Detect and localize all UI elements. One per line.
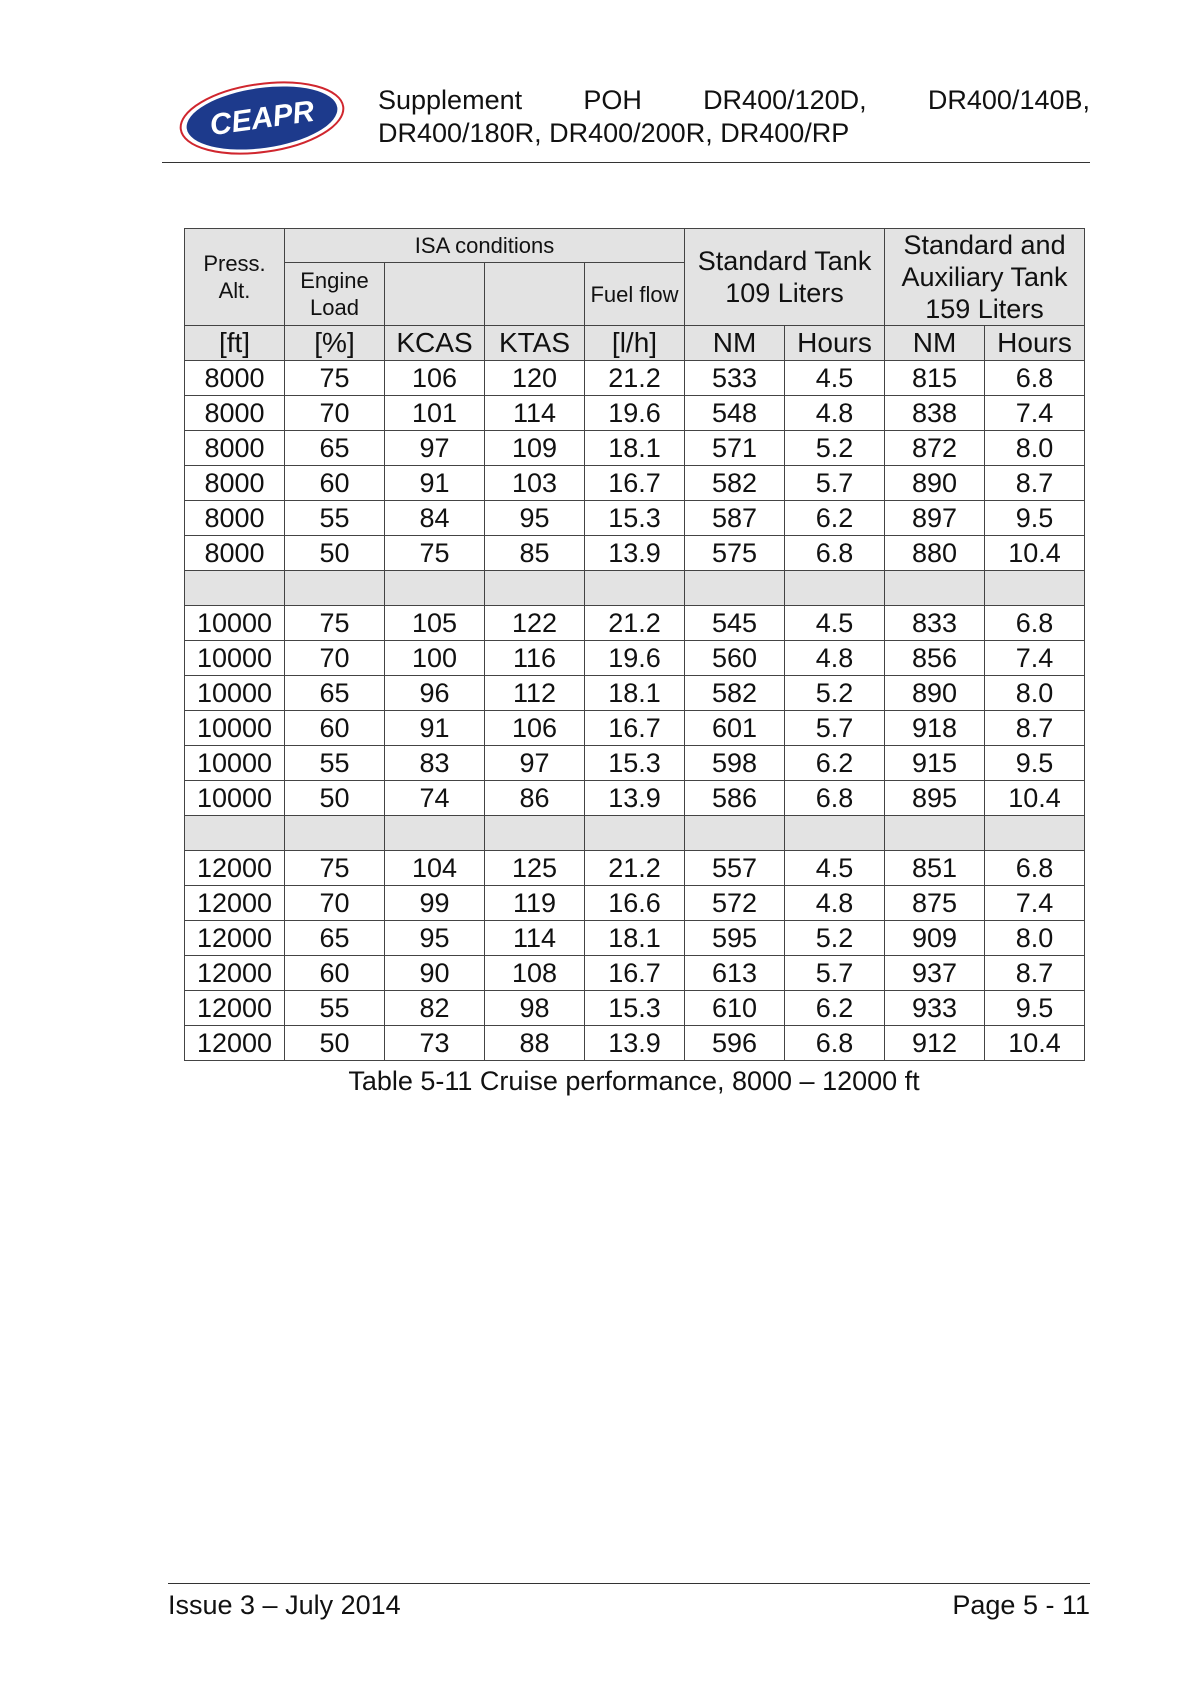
table-cell: 937 [885, 956, 985, 991]
unit-cell: KTAS [485, 326, 585, 361]
table-cell: 595 [685, 921, 785, 956]
table-cell: 16.7 [585, 956, 685, 991]
table-cell: 55 [285, 501, 385, 536]
table-cell: 104 [385, 851, 485, 886]
cruise-performance-table [184, 228, 1085, 1061]
logo-text: CEAPR [207, 94, 317, 143]
table-cell: 5.2 [785, 921, 885, 956]
table-caption: Table 5-11 Cruise performance, 8000 – 12000 ft [348, 1066, 920, 1096]
table-cell: 890 [885, 676, 985, 711]
table-cell: 6.8 [785, 536, 885, 571]
unit-cell: [ft] [185, 326, 285, 361]
table-cell: 75 [385, 536, 485, 571]
table-cell: 8.7 [985, 466, 1085, 501]
table-row [185, 746, 1085, 781]
empty-header-cell [385, 263, 485, 326]
table-cell: 6.2 [785, 746, 885, 781]
table-cell: 12000 [185, 991, 285, 1026]
table-cell: 8000 [185, 466, 285, 501]
table-cell: 890 [885, 466, 985, 501]
table-cell: 560 [685, 641, 785, 676]
table-cell: 91 [385, 466, 485, 501]
table-cell: 9.5 [985, 991, 1085, 1026]
table-cell: 114 [485, 921, 585, 956]
table-cell: 8000 [185, 501, 285, 536]
table-cell: 856 [885, 641, 985, 676]
table-cell: 82 [385, 991, 485, 1026]
table-cell: 13.9 [585, 781, 685, 816]
table-cell: 875 [885, 886, 985, 921]
table-cell: 83 [385, 746, 485, 781]
table-cell: 5.2 [785, 431, 885, 466]
table-cell: 5.2 [785, 676, 885, 711]
header-word: DR400/140B, [927, 85, 1090, 115]
table-cell: 533 [685, 361, 785, 396]
header-title-line2: DR400/180R, DR400/200R, DR400/RP [378, 118, 850, 148]
separator-cell [785, 816, 885, 851]
table-cell: 114 [485, 396, 585, 431]
separator-cell [685, 816, 785, 851]
table-cell: 91 [385, 711, 485, 746]
table-cell: 98 [485, 991, 585, 1026]
issue-date: Issue 3 – July 2014 [168, 1590, 401, 1620]
table-cell: 909 [885, 921, 985, 956]
table-cell: 21.2 [585, 851, 685, 886]
table-cell: 15.3 [585, 501, 685, 536]
table-cell: 50 [285, 781, 385, 816]
table-cell: 120 [485, 361, 585, 396]
table-cell: 100 [385, 641, 485, 676]
table-cell: 601 [685, 711, 785, 746]
table-cell: 5.7 [785, 466, 885, 501]
table-cell: 575 [685, 536, 785, 571]
table-cell: 548 [685, 396, 785, 431]
table-cell: 50 [285, 1026, 385, 1061]
table-cell: 103 [485, 466, 585, 501]
table-cell: 10000 [185, 641, 285, 676]
table-cell: 586 [685, 781, 785, 816]
separator-cell [385, 816, 485, 851]
table-row [185, 711, 1085, 746]
table-cell: 933 [885, 991, 985, 1026]
table-cell: 21.2 [585, 361, 685, 396]
unit-cell: Hours [985, 326, 1085, 361]
separator-cell [485, 571, 585, 606]
table-cell: 112 [485, 676, 585, 711]
units-row [185, 326, 1085, 361]
table-cell: 119 [485, 886, 585, 921]
table-cell: 895 [885, 781, 985, 816]
table-cell: 95 [385, 921, 485, 956]
table-cell: 90 [385, 956, 485, 991]
table-cell: 5.7 [785, 711, 885, 746]
table-cell: 10000 [185, 746, 285, 781]
table-cell: 9.5 [985, 746, 1085, 781]
table-cell: 109 [485, 431, 585, 466]
table-cell: 99 [385, 886, 485, 921]
table-cell: 70 [285, 396, 385, 431]
table-cell: 582 [685, 676, 785, 711]
separator-cell [185, 571, 285, 606]
table-cell: 10.4 [985, 1026, 1085, 1061]
table-cell: 15.3 [585, 991, 685, 1026]
table-cell: 4.8 [785, 886, 885, 921]
table-row [185, 396, 1085, 431]
table-cell: 12000 [185, 1026, 285, 1061]
engine-load-header: Engine Load [285, 263, 385, 326]
table-cell: 18.1 [585, 921, 685, 956]
table-cell: 918 [885, 711, 985, 746]
table-cell: 60 [285, 466, 385, 501]
table-cell: 65 [285, 431, 385, 466]
table-cell: 75 [285, 606, 385, 641]
table-row [185, 641, 1085, 676]
table-cell: 6.8 [985, 851, 1085, 886]
press-alt-header: Press. Alt. [185, 229, 285, 326]
separator-row [185, 571, 1085, 606]
table-cell: 7.4 [985, 396, 1085, 431]
table-cell: 10000 [185, 676, 285, 711]
separator-cell [985, 816, 1085, 851]
table-cell: 106 [385, 361, 485, 396]
table-row [185, 781, 1085, 816]
table-cell: 12000 [185, 956, 285, 991]
table-cell: 610 [685, 991, 785, 1026]
table-cell: 116 [485, 641, 585, 676]
standard-aux-tank-header: Standard and Auxiliary Tank 159 Liters [885, 229, 1085, 326]
table-cell: 95 [485, 501, 585, 536]
table-cell: 8000 [185, 536, 285, 571]
header-title [378, 84, 1090, 150]
table-cell: 6.2 [785, 991, 885, 1026]
table-cell: 872 [885, 431, 985, 466]
table-cell: 880 [885, 536, 985, 571]
separator-cell [885, 571, 985, 606]
table-cell: 75 [285, 851, 385, 886]
table-cell: 598 [685, 746, 785, 781]
table-cell: 6.8 [985, 361, 1085, 396]
table-cell: 582 [685, 466, 785, 501]
standard-tank-header: Standard Tank 109 Liters [685, 229, 885, 326]
table-cell: 16.7 [585, 466, 685, 501]
separator-row [185, 816, 1085, 851]
table-cell: 105 [385, 606, 485, 641]
table-cell: 6.8 [985, 606, 1085, 641]
table-cell: 108 [485, 956, 585, 991]
table-cell: 97 [385, 431, 485, 466]
table-cell: 65 [285, 921, 385, 956]
table-row [185, 431, 1085, 466]
separator-cell [885, 816, 985, 851]
table-cell: 833 [885, 606, 985, 641]
separator-cell [585, 571, 685, 606]
table-cell: 7.4 [985, 886, 1085, 921]
table-cell: 915 [885, 746, 985, 781]
separator-cell [985, 571, 1085, 606]
table-cell: 70 [285, 886, 385, 921]
table-cell: 84 [385, 501, 485, 536]
table-row [185, 991, 1085, 1026]
table-cell: 587 [685, 501, 785, 536]
table-cell: 545 [685, 606, 785, 641]
table-cell: 75 [285, 361, 385, 396]
separator-cell [585, 816, 685, 851]
table-cell: 65 [285, 676, 385, 711]
header-word: POH [583, 85, 642, 115]
table-cell: 73 [385, 1026, 485, 1061]
table-cell: 4.8 [785, 641, 885, 676]
table-cell: 4.5 [785, 851, 885, 886]
header-word: Supplement [378, 85, 523, 115]
fuel-flow-header: Fuel flow [585, 263, 685, 326]
page-footer [168, 1583, 1090, 1621]
table-cell: 19.6 [585, 641, 685, 676]
empty-header-cell [485, 263, 585, 326]
table-row [185, 536, 1085, 571]
table-row [185, 501, 1085, 536]
table-cell: 596 [685, 1026, 785, 1061]
unit-cell: Hours [785, 326, 885, 361]
table-cell: 10000 [185, 606, 285, 641]
table-cell: 50 [285, 536, 385, 571]
table-cell: 12000 [185, 851, 285, 886]
table-cell: 10.4 [985, 536, 1085, 571]
table-cell: 8.0 [985, 676, 1085, 711]
table-cell: 18.1 [585, 431, 685, 466]
table-cell: 10000 [185, 711, 285, 746]
table-cell: 8.0 [985, 921, 1085, 956]
table-cell: 613 [685, 956, 785, 991]
table-row [185, 466, 1085, 501]
table-row [185, 606, 1085, 641]
table-cell: 4.5 [785, 361, 885, 396]
table-cell: 60 [285, 956, 385, 991]
unit-cell: [%] [285, 326, 385, 361]
table-cell: 13.9 [585, 536, 685, 571]
table-cell: 21.2 [585, 606, 685, 641]
table-row [185, 886, 1085, 921]
table-cell: 122 [485, 606, 585, 641]
separator-cell [185, 816, 285, 851]
table-cell: 9.5 [985, 501, 1085, 536]
table-row [185, 1026, 1085, 1061]
table-cell: 106 [485, 711, 585, 746]
unit-cell: KCAS [385, 326, 485, 361]
table-cell: 19.6 [585, 396, 685, 431]
header-title-line1 [378, 84, 1090, 117]
separator-cell [285, 571, 385, 606]
table-cell: 15.3 [585, 746, 685, 781]
table-cell: 55 [285, 746, 385, 781]
unit-cell: [l/h] [585, 326, 685, 361]
table-cell: 7.4 [985, 641, 1085, 676]
table-cell: 897 [885, 501, 985, 536]
table-cell: 572 [685, 886, 785, 921]
table-cell: 851 [885, 851, 985, 886]
table-row [185, 361, 1085, 396]
table-row [185, 956, 1085, 991]
ceapr-logo [178, 80, 346, 156]
table-cell: 10.4 [985, 781, 1085, 816]
table-cell: 8000 [185, 431, 285, 466]
separator-cell [285, 816, 385, 851]
table-cell: 12000 [185, 886, 285, 921]
table-cell: 55 [285, 991, 385, 1026]
table-cell: 125 [485, 851, 585, 886]
isa-conditions-header: ISA conditions [285, 229, 685, 263]
table-cell: 16.6 [585, 886, 685, 921]
table-cell: 8000 [185, 361, 285, 396]
table-cell: 8.7 [985, 711, 1085, 746]
table-cell: 8.0 [985, 431, 1085, 466]
table-cell: 97 [485, 746, 585, 781]
table-cell: 101 [385, 396, 485, 431]
table-cell: 18.1 [585, 676, 685, 711]
table-cell: 12000 [185, 921, 285, 956]
table-cell: 4.5 [785, 606, 885, 641]
table-cell: 70 [285, 641, 385, 676]
page-header [162, 70, 1090, 163]
table-cell: 571 [685, 431, 785, 466]
table-cell: 815 [885, 361, 985, 396]
table-cell: 16.7 [585, 711, 685, 746]
table-row [185, 921, 1085, 956]
table-cell: 10000 [185, 781, 285, 816]
table-body [185, 361, 1085, 1061]
table-cell: 60 [285, 711, 385, 746]
table-cell: 838 [885, 396, 985, 431]
table-cell: 8.7 [985, 956, 1085, 991]
table-cell: 96 [385, 676, 485, 711]
unit-cell: NM [685, 326, 785, 361]
table-cell: 4.8 [785, 396, 885, 431]
page-number: Page 5 - 11 [952, 1590, 1090, 1620]
table-cell: 5.7 [785, 956, 885, 991]
unit-cell: NM [885, 326, 985, 361]
table-cell: 88 [485, 1026, 585, 1061]
separator-cell [785, 571, 885, 606]
table-cell: 6.8 [785, 1026, 885, 1061]
table-cell: 86 [485, 781, 585, 816]
table-cell: 85 [485, 536, 585, 571]
separator-cell [485, 816, 585, 851]
table-row [185, 676, 1085, 711]
table-cell: 912 [885, 1026, 985, 1061]
table-cell: 6.8 [785, 781, 885, 816]
header-word: DR400/120D, [703, 85, 867, 115]
separator-cell [685, 571, 785, 606]
separator-cell [385, 571, 485, 606]
table-cell: 6.2 [785, 501, 885, 536]
table-cell: 557 [685, 851, 785, 886]
table-cell: 13.9 [585, 1026, 685, 1061]
table-row [185, 851, 1085, 886]
table-cell: 8000 [185, 396, 285, 431]
table-cell: 74 [385, 781, 485, 816]
